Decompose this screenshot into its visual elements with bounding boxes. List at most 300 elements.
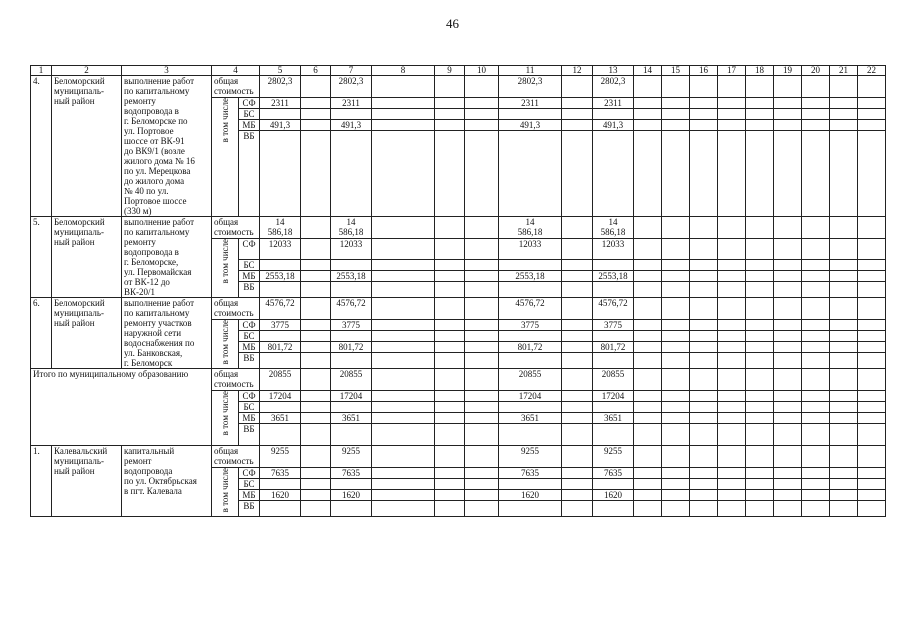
in-total-text: в том числе	[220, 239, 230, 284]
header-col-3: 3	[122, 66, 212, 76]
col-9	[435, 298, 465, 320]
col-21	[830, 446, 858, 468]
work-description: капитальный ремонт водопровода по ул. Октябрьская в пгт. Калевала	[122, 446, 212, 517]
col-8	[372, 353, 435, 369]
col-12	[562, 331, 593, 342]
col-5	[260, 479, 301, 490]
col-7: 801,72	[331, 342, 372, 353]
col-19	[774, 76, 802, 98]
col-6	[301, 342, 331, 353]
col-16	[690, 490, 718, 501]
col-15	[662, 413, 690, 424]
col-5: 20855	[260, 369, 301, 391]
col-22	[858, 271, 886, 282]
col-21	[830, 402, 858, 413]
in-total-text: в том числе	[220, 320, 230, 365]
col-5: 7635	[260, 468, 301, 479]
col-12	[562, 391, 593, 402]
col-18	[746, 479, 774, 490]
header-col-2: 2	[52, 66, 122, 76]
header-col-19: 19	[774, 66, 802, 76]
col-22	[858, 490, 886, 501]
col-8	[372, 76, 435, 98]
col-16	[690, 239, 718, 260]
header-col-8: 8	[372, 66, 435, 76]
col-19	[774, 271, 802, 282]
col-21	[830, 131, 858, 217]
col-9	[435, 468, 465, 479]
col-16	[690, 98, 718, 109]
col-14	[634, 424, 662, 446]
col-11: 1620	[499, 490, 562, 501]
col-21	[830, 369, 858, 391]
col-8	[372, 298, 435, 320]
col-8	[372, 501, 435, 517]
col-11: 14 586,18	[499, 217, 562, 239]
col-7	[331, 282, 372, 298]
col-18	[746, 98, 774, 109]
header-col-5: 5	[260, 66, 301, 76]
col-14	[634, 468, 662, 479]
col-13: 801,72	[593, 342, 634, 353]
col-18	[746, 239, 774, 260]
col-22	[858, 369, 886, 391]
col-6	[301, 424, 331, 446]
in-total-label	[212, 391, 239, 446]
total-cost-label: общая стоимость	[212, 446, 260, 468]
col-22	[858, 402, 886, 413]
col-19	[774, 320, 802, 331]
col-12	[562, 424, 593, 446]
col-19	[774, 391, 802, 402]
col-16	[690, 501, 718, 517]
col-22	[858, 446, 886, 468]
col-20	[802, 446, 830, 468]
col-15	[662, 260, 690, 271]
col-14	[634, 298, 662, 320]
col-9	[435, 331, 465, 342]
col-7: 7635	[331, 468, 372, 479]
col-15	[662, 369, 690, 391]
col-20	[802, 342, 830, 353]
col-8	[372, 98, 435, 109]
col-22	[858, 260, 886, 271]
col-15	[662, 120, 690, 131]
col-22	[858, 131, 886, 217]
col-12	[562, 298, 593, 320]
col-5	[260, 402, 301, 413]
header-col-1: 1	[31, 66, 52, 76]
col-13	[593, 402, 634, 413]
col-5: 491,3	[260, 120, 301, 131]
col-12	[562, 402, 593, 413]
col-6	[301, 331, 331, 342]
col-15	[662, 353, 690, 369]
district-name: Калевальский муниципаль- ный район	[52, 446, 122, 517]
col-17	[718, 109, 746, 120]
col-22	[858, 353, 886, 369]
col-22	[858, 217, 886, 239]
col-19	[774, 369, 802, 391]
col-7: 3775	[331, 320, 372, 331]
source-sf-label: СФ	[239, 98, 260, 109]
header-col-12: 12	[562, 66, 593, 76]
col-14	[634, 131, 662, 217]
col-17	[718, 468, 746, 479]
col-6	[301, 468, 331, 479]
col-22	[858, 413, 886, 424]
col-19	[774, 298, 802, 320]
col-8	[372, 369, 435, 391]
col-17	[718, 282, 746, 298]
col-22	[858, 298, 886, 320]
col-9	[435, 98, 465, 109]
col-11: 2553,18	[499, 271, 562, 282]
col-17	[718, 271, 746, 282]
in-total-label	[212, 239, 239, 298]
col-18	[746, 120, 774, 131]
col-11: 3651	[499, 413, 562, 424]
col-20	[802, 260, 830, 271]
col-14	[634, 320, 662, 331]
col-10	[465, 76, 499, 98]
col-11: 2311	[499, 98, 562, 109]
col-6	[301, 353, 331, 369]
col-11	[499, 282, 562, 298]
col-19	[774, 424, 802, 446]
col-10	[465, 239, 499, 260]
col-18	[746, 320, 774, 331]
col-15	[662, 109, 690, 120]
col-5: 12033	[260, 239, 301, 260]
col-5	[260, 424, 301, 446]
header-col-6: 6	[301, 66, 331, 76]
col-12	[562, 320, 593, 331]
col-10	[465, 131, 499, 217]
col-14	[634, 282, 662, 298]
col-11	[499, 331, 562, 342]
source-vb-label: ВБ	[239, 282, 260, 298]
col-12	[562, 490, 593, 501]
col-13: 4576,72	[593, 298, 634, 320]
col-16	[690, 131, 718, 217]
col-6	[301, 298, 331, 320]
source-vb-label: ВБ	[239, 353, 260, 369]
col-20	[802, 468, 830, 479]
col-6	[301, 369, 331, 391]
in-total-text: в том числе	[220, 98, 230, 143]
col-10	[465, 282, 499, 298]
col-7	[331, 479, 372, 490]
col-20	[802, 479, 830, 490]
col-5: 2553,18	[260, 271, 301, 282]
col-11: 20855	[499, 369, 562, 391]
col-21	[830, 298, 858, 320]
district-name: Беломорский муниципаль- ный район	[52, 76, 122, 217]
col-16	[690, 413, 718, 424]
col-6	[301, 413, 331, 424]
col-6	[301, 109, 331, 120]
col-21	[830, 271, 858, 282]
col-11	[499, 131, 562, 217]
col-14	[634, 120, 662, 131]
col-19	[774, 402, 802, 413]
col-20	[802, 490, 830, 501]
col-6	[301, 98, 331, 109]
row-number: 6.	[31, 298, 52, 369]
table-row-total	[31, 76, 905, 98]
col-21	[830, 320, 858, 331]
total-cost-label: общая стоимость	[212, 76, 260, 98]
col-9	[435, 446, 465, 468]
col-17	[718, 402, 746, 413]
col-12	[562, 260, 593, 271]
col-13: 3775	[593, 320, 634, 331]
col-11: 491,3	[499, 120, 562, 131]
col-20	[802, 239, 830, 260]
col-12	[562, 217, 593, 239]
col-7: 1620	[331, 490, 372, 501]
col-10	[465, 298, 499, 320]
col-20	[802, 369, 830, 391]
col-13: 14 586,18	[593, 217, 634, 239]
col-19	[774, 490, 802, 501]
col-15	[662, 98, 690, 109]
in-total-label	[212, 98, 239, 217]
col-7	[331, 331, 372, 342]
col-6	[301, 76, 331, 98]
col-10	[465, 413, 499, 424]
source-mb-label: МБ	[239, 271, 260, 282]
col-8	[372, 424, 435, 446]
col-14	[634, 413, 662, 424]
col-17	[718, 446, 746, 468]
col-17	[718, 320, 746, 331]
col-22	[858, 120, 886, 131]
col-11	[499, 501, 562, 517]
col-17	[718, 501, 746, 517]
col-17	[718, 331, 746, 342]
col-6	[301, 479, 331, 490]
col-5: 9255	[260, 446, 301, 468]
col-21	[830, 98, 858, 109]
col-10	[465, 320, 499, 331]
source-mb-label: МБ	[239, 120, 260, 131]
col-16	[690, 120, 718, 131]
col-18	[746, 391, 774, 402]
col-9	[435, 424, 465, 446]
col-15	[662, 298, 690, 320]
header-col-22: 22	[858, 66, 886, 76]
col-10	[465, 402, 499, 413]
col-7	[331, 501, 372, 517]
header-col-13: 13	[593, 66, 634, 76]
col-6	[301, 391, 331, 402]
col-21	[830, 239, 858, 260]
col-18	[746, 131, 774, 217]
col-8	[372, 468, 435, 479]
col-21	[830, 76, 858, 98]
col-20	[802, 271, 830, 282]
col-17	[718, 479, 746, 490]
col-18	[746, 468, 774, 479]
col-15	[662, 490, 690, 501]
col-18	[746, 76, 774, 98]
total-cost-label: общая стоимость	[212, 298, 260, 320]
col-10	[465, 501, 499, 517]
total-cost-label: общая стоимость	[212, 369, 260, 391]
summary-row-total	[31, 369, 905, 391]
col-21	[830, 342, 858, 353]
in-total-text: в том числе	[220, 391, 230, 436]
col-21	[830, 479, 858, 490]
col-14	[634, 402, 662, 413]
col-8	[372, 260, 435, 271]
col-19	[774, 239, 802, 260]
col-17	[718, 98, 746, 109]
table-row-total	[31, 298, 905, 320]
col-9	[435, 391, 465, 402]
col-22	[858, 479, 886, 490]
col-16	[690, 217, 718, 239]
col-15	[662, 271, 690, 282]
col-14	[634, 217, 662, 239]
col-16	[690, 353, 718, 369]
header-col-14: 14	[634, 66, 662, 76]
col-22	[858, 391, 886, 402]
source-sf-label: СФ	[239, 239, 260, 260]
col-14	[634, 369, 662, 391]
col-19	[774, 98, 802, 109]
col-6	[301, 120, 331, 131]
col-15	[662, 239, 690, 260]
col-13: 2311	[593, 98, 634, 109]
col-12	[562, 353, 593, 369]
col-21	[830, 260, 858, 271]
col-22	[858, 239, 886, 260]
col-16	[690, 479, 718, 490]
col-10	[465, 342, 499, 353]
col-16	[690, 446, 718, 468]
header-col-18: 18	[746, 66, 774, 76]
col-18	[746, 353, 774, 369]
col-8	[372, 131, 435, 217]
col-15	[662, 501, 690, 517]
col-5: 801,72	[260, 342, 301, 353]
col-14	[634, 98, 662, 109]
col-13	[593, 282, 634, 298]
col-13: 3651	[593, 413, 634, 424]
col-14	[634, 391, 662, 402]
col-6	[301, 402, 331, 413]
col-10	[465, 424, 499, 446]
col-17	[718, 369, 746, 391]
col-18	[746, 402, 774, 413]
col-20	[802, 413, 830, 424]
col-7: 4576,72	[331, 298, 372, 320]
col-17	[718, 490, 746, 501]
col-10	[465, 369, 499, 391]
col-7: 12033	[331, 239, 372, 260]
header-col-11: 11	[499, 66, 562, 76]
col-6	[301, 320, 331, 331]
col-5: 14 586,18	[260, 217, 301, 239]
header-col-4: 4	[212, 66, 260, 76]
col-8	[372, 342, 435, 353]
col-12	[562, 271, 593, 282]
table-row-total	[31, 217, 905, 239]
col-10	[465, 391, 499, 402]
col-5: 17204	[260, 391, 301, 402]
col-6	[301, 239, 331, 260]
col-16	[690, 369, 718, 391]
in-total-label	[212, 320, 239, 369]
col-13: 2553,18	[593, 271, 634, 282]
col-14	[634, 239, 662, 260]
col-15	[662, 468, 690, 479]
col-6	[301, 282, 331, 298]
col-20	[802, 320, 830, 331]
col-13	[593, 479, 634, 490]
source-mb-label: МБ	[239, 342, 260, 353]
col-8	[372, 479, 435, 490]
col-9	[435, 402, 465, 413]
col-20	[802, 109, 830, 120]
col-9	[435, 109, 465, 120]
col-7: 20855	[331, 369, 372, 391]
col-15	[662, 331, 690, 342]
col-21	[830, 413, 858, 424]
col-14	[634, 331, 662, 342]
col-8	[372, 413, 435, 424]
col-5: 3651	[260, 413, 301, 424]
col-19	[774, 120, 802, 131]
col-14	[634, 109, 662, 120]
col-16	[690, 468, 718, 479]
col-14	[634, 479, 662, 490]
col-17	[718, 424, 746, 446]
col-19	[774, 501, 802, 517]
col-11: 17204	[499, 391, 562, 402]
col-19	[774, 468, 802, 479]
col-9	[435, 342, 465, 353]
col-12	[562, 501, 593, 517]
col-7: 2553,18	[331, 271, 372, 282]
col-18	[746, 369, 774, 391]
header-col-10: 10	[465, 66, 499, 76]
col-9	[435, 120, 465, 131]
col-21	[830, 468, 858, 479]
col-19	[774, 331, 802, 342]
header-row	[31, 66, 905, 76]
col-21	[830, 120, 858, 131]
summary-label: Итого по муниципальному образованию	[31, 369, 212, 446]
col-21	[830, 490, 858, 501]
col-5: 2802,3	[260, 76, 301, 98]
col-21	[830, 331, 858, 342]
col-20	[802, 331, 830, 342]
col-21	[830, 391, 858, 402]
source-vb-label: ВБ	[239, 501, 260, 517]
col-16	[690, 282, 718, 298]
col-21	[830, 353, 858, 369]
page-number: 46	[446, 16, 459, 31]
col-7: 3651	[331, 413, 372, 424]
col-14	[634, 342, 662, 353]
col-11	[499, 353, 562, 369]
col-19	[774, 446, 802, 468]
col-6	[301, 217, 331, 239]
